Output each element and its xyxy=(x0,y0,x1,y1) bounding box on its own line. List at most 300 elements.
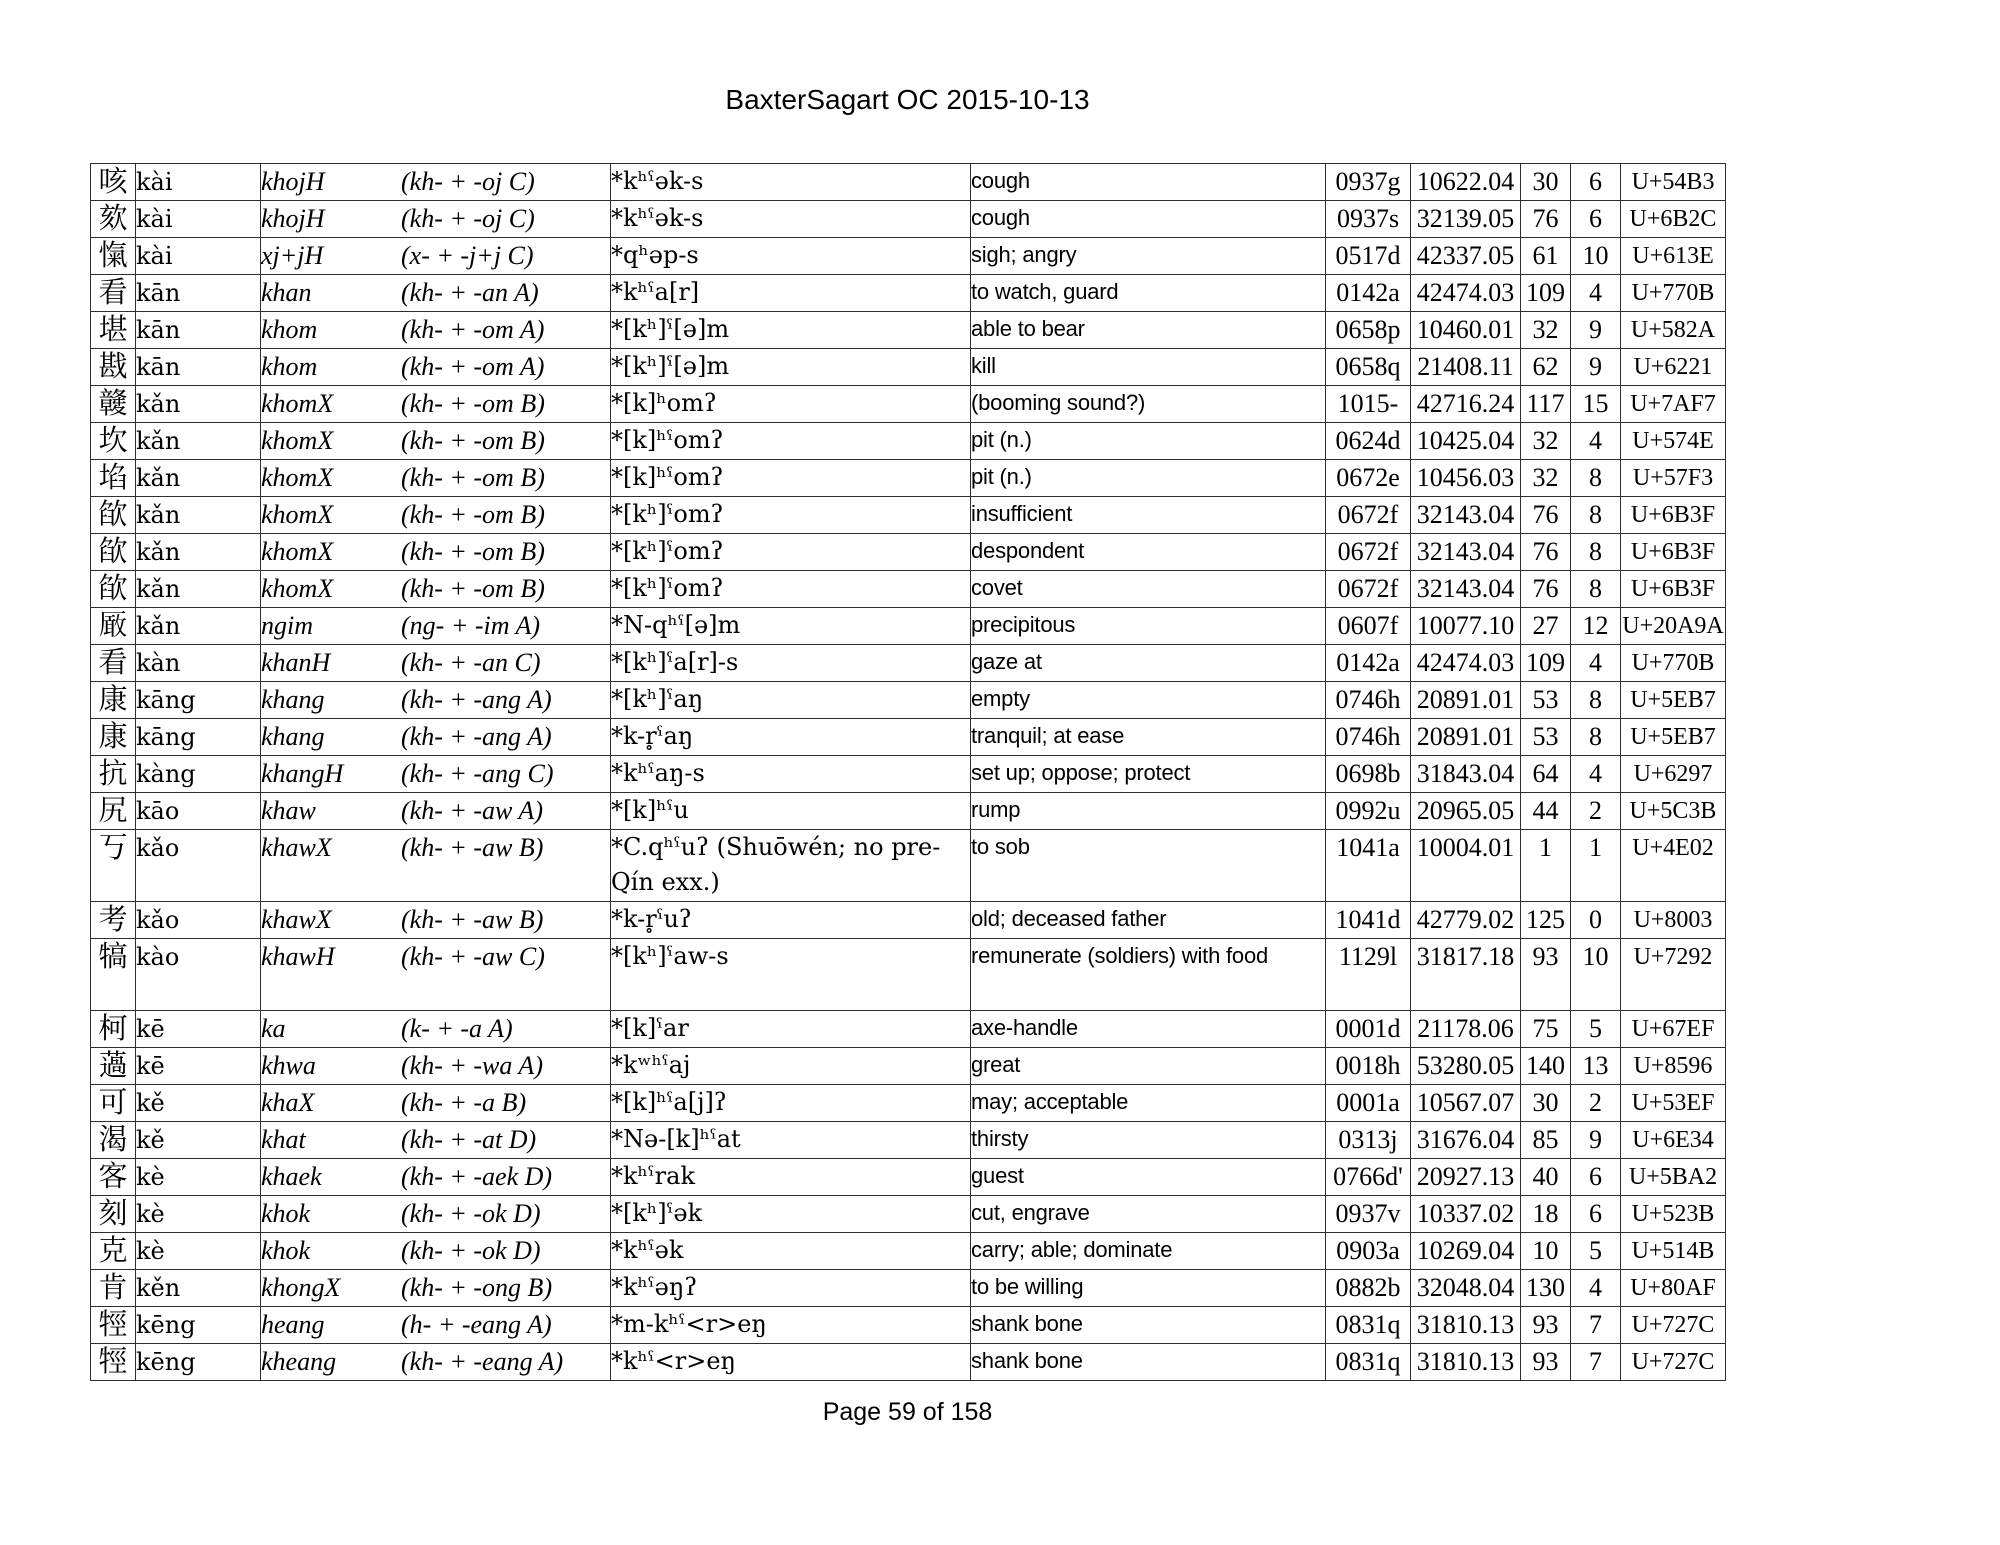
table-row xyxy=(91,497,1726,534)
reference-cell: 42474.03 xyxy=(1411,275,1521,312)
table-body xyxy=(91,164,1726,1381)
gsr-code-cell: 1015- xyxy=(1326,386,1411,423)
gloss-cell: great xyxy=(971,1048,1326,1085)
old-chinese-cell: *kʰˤək xyxy=(611,1233,971,1270)
middle-chinese-cell xyxy=(261,164,611,201)
mc-analysis: (kh- + -an C) xyxy=(401,648,541,677)
reference-cell: 10337.02 xyxy=(1411,1196,1521,1233)
mc-reading: khawX xyxy=(261,833,332,862)
old-chinese-cell: *[k]ʰˤomʔ xyxy=(611,460,971,497)
mc-analysis: (kh- + -wa A) xyxy=(401,1051,543,1080)
table-row xyxy=(91,1344,1726,1381)
reference-cell: 31817.18 xyxy=(1411,939,1521,1011)
middle-chinese-cell xyxy=(261,1307,611,1344)
gsr-code-cell: 0001a xyxy=(1326,1085,1411,1122)
character-cell: 埳 xyxy=(91,460,136,497)
gloss-cell: shank bone xyxy=(971,1344,1326,1381)
pinyin-cell: kǎn xyxy=(136,608,261,645)
mc-analysis: (k- + -a A) xyxy=(401,1014,513,1043)
mc-analysis: (kh- + -ang A) xyxy=(401,722,552,751)
strokes-cell: 5 xyxy=(1571,1233,1621,1270)
radical-cell: 64 xyxy=(1521,756,1571,793)
gloss-cell: gaze at xyxy=(971,645,1326,682)
radical-cell: 10 xyxy=(1521,1233,1571,1270)
mc-analysis: (kh- + -oj C) xyxy=(401,204,535,233)
gsr-code-cell: 0142a xyxy=(1326,645,1411,682)
strokes-cell: 7 xyxy=(1571,1307,1621,1344)
table-row xyxy=(91,164,1726,201)
gsr-code-cell: 0937v xyxy=(1326,1196,1411,1233)
character-cell: 牼 xyxy=(91,1307,136,1344)
gloss-cell: remunerate (soldiers) with food xyxy=(971,939,1326,1011)
mc-reading: ngim xyxy=(261,611,313,640)
mc-reading: xj+jH xyxy=(261,241,324,270)
strokes-cell: 9 xyxy=(1571,1122,1621,1159)
mc-reading: khan xyxy=(261,278,312,307)
character-cell: 戡 xyxy=(91,349,136,386)
strokes-cell: 4 xyxy=(1571,756,1621,793)
mc-reading: khom xyxy=(261,352,318,381)
character-cell: 客 xyxy=(91,1159,136,1196)
old-chinese-cell: *[k]ʰˤomʔ xyxy=(611,423,971,460)
middle-chinese-cell xyxy=(261,682,611,719)
unicode-cell: U+6221 xyxy=(1621,349,1726,386)
strokes-cell: 6 xyxy=(1571,1196,1621,1233)
middle-chinese-cell xyxy=(261,275,611,312)
middle-chinese-cell xyxy=(261,939,611,1011)
mc-analysis: (kh- + -at D) xyxy=(401,1125,537,1154)
reference-cell: 42337.05 xyxy=(1411,238,1521,275)
radical-cell: 32 xyxy=(1521,460,1571,497)
gloss-cell: cut, engrave xyxy=(971,1196,1326,1233)
character-cell: 渴 xyxy=(91,1122,136,1159)
character-cell: 抗 xyxy=(91,756,136,793)
gsr-code-cell: 0018h xyxy=(1326,1048,1411,1085)
character-cell: 薖 xyxy=(91,1048,136,1085)
gsr-code-cell: 0992u xyxy=(1326,793,1411,830)
gsr-code-cell: 0937s xyxy=(1326,201,1411,238)
pinyin-cell: kài xyxy=(136,238,261,275)
character-cell: 看 xyxy=(91,275,136,312)
pinyin-cell: kǎo xyxy=(136,902,261,939)
mc-analysis: (kh- + -oj C) xyxy=(401,167,535,196)
mc-analysis: (kh- + -om A) xyxy=(401,315,545,344)
reference-cell: 32139.05 xyxy=(1411,201,1521,238)
old-chinese-cell: *[kʰ]ˤomʔ xyxy=(611,497,971,534)
middle-chinese-cell xyxy=(261,534,611,571)
mc-reading: khawH xyxy=(261,942,335,971)
pinyin-cell: kài xyxy=(136,164,261,201)
unicode-cell: U+8003 xyxy=(1621,902,1726,939)
middle-chinese-cell xyxy=(261,349,611,386)
old-chinese-cell: *kʰˤəŋʔ xyxy=(611,1270,971,1307)
strokes-cell: 4 xyxy=(1571,645,1621,682)
reference-cell: 21178.06 xyxy=(1411,1011,1521,1048)
reference-cell: 10269.04 xyxy=(1411,1233,1521,1270)
pinyin-cell: kān xyxy=(136,275,261,312)
strokes-cell: 7 xyxy=(1571,1344,1621,1381)
radical-cell: 75 xyxy=(1521,1011,1571,1048)
pinyin-cell: kǎn xyxy=(136,386,261,423)
pinyin-cell: kēng xyxy=(136,1344,261,1381)
reference-cell: 10004.01 xyxy=(1411,830,1521,902)
middle-chinese-cell xyxy=(261,1011,611,1048)
character-cell: 欿 xyxy=(91,534,136,571)
radical-cell: 76 xyxy=(1521,534,1571,571)
gsr-code-cell: 1041d xyxy=(1326,902,1411,939)
radical-cell: 18 xyxy=(1521,1196,1571,1233)
character-cell: 柯 xyxy=(91,1011,136,1048)
unicode-cell: U+53EF xyxy=(1621,1085,1726,1122)
gloss-cell: empty xyxy=(971,682,1326,719)
gloss-cell: covet xyxy=(971,571,1326,608)
unicode-cell: U+67EF xyxy=(1621,1011,1726,1048)
old-chinese-cell: *k-r̥ˤuʔ xyxy=(611,902,971,939)
gloss-cell: kill xyxy=(971,349,1326,386)
gloss-cell: pit (n.) xyxy=(971,423,1326,460)
middle-chinese-cell xyxy=(261,460,611,497)
unicode-cell: U+6B3F xyxy=(1621,534,1726,571)
mc-reading: khom xyxy=(261,315,318,344)
gsr-code-cell: 0882b xyxy=(1326,1270,1411,1307)
mc-analysis: (kh- + -om B) xyxy=(401,537,545,566)
character-cell: 咳 xyxy=(91,164,136,201)
gloss-cell: able to bear xyxy=(971,312,1326,349)
table-row xyxy=(91,1122,1726,1159)
gloss-cell: axe-handle xyxy=(971,1011,1326,1048)
table-row xyxy=(91,1011,1726,1048)
unicode-cell: U+5EB7 xyxy=(1621,682,1726,719)
old-chinese-cell: *[kʰ]ˤaŋ xyxy=(611,682,971,719)
table-row xyxy=(91,939,1726,1011)
reference-cell: 31810.13 xyxy=(1411,1307,1521,1344)
old-chinese-cell: *Nə-[k]ʰˤat xyxy=(611,1122,971,1159)
unicode-cell: U+4E02 xyxy=(1621,830,1726,902)
pinyin-cell: kài xyxy=(136,201,261,238)
reference-cell: 10460.01 xyxy=(1411,312,1521,349)
unicode-cell: U+574E xyxy=(1621,423,1726,460)
pinyin-cell: kàn xyxy=(136,645,261,682)
reference-cell: 10456.03 xyxy=(1411,460,1521,497)
mc-reading: khang xyxy=(261,722,325,751)
unicode-cell: U+582A xyxy=(1621,312,1726,349)
strokes-cell: 1 xyxy=(1571,830,1621,902)
old-chinese-cell: *[kʰ]ˤ[ə]m xyxy=(611,349,971,386)
gloss-cell: may; acceptable xyxy=(971,1085,1326,1122)
gsr-code-cell: 1041a xyxy=(1326,830,1411,902)
radical-cell: 53 xyxy=(1521,682,1571,719)
gsr-code-cell: 0672f xyxy=(1326,571,1411,608)
pinyin-cell: kào xyxy=(136,939,261,1011)
gsr-code-cell: 0142a xyxy=(1326,275,1411,312)
strokes-cell: 9 xyxy=(1571,312,1621,349)
radical-cell: 61 xyxy=(1521,238,1571,275)
strokes-cell: 4 xyxy=(1571,275,1621,312)
middle-chinese-cell xyxy=(261,312,611,349)
table-row xyxy=(91,1159,1726,1196)
unicode-cell: U+6B3F xyxy=(1621,571,1726,608)
pinyin-cell: kě xyxy=(136,1122,261,1159)
mc-analysis: (kh- + -om B) xyxy=(401,389,545,418)
strokes-cell: 0 xyxy=(1571,902,1621,939)
mc-analysis: (kh- + -om B) xyxy=(401,426,545,455)
gloss-cell: carry; able; dominate xyxy=(971,1233,1326,1270)
old-chinese-cell: *C.qʰˤuʔ (Shuōwén; no pre-Qín exx.) xyxy=(611,830,971,902)
pinyin-cell: kǎn xyxy=(136,534,261,571)
strokes-cell: 12 xyxy=(1571,608,1621,645)
mc-analysis: (kh- + -ok D) xyxy=(401,1236,541,1265)
radical-cell: 140 xyxy=(1521,1048,1571,1085)
unicode-cell: U+613E xyxy=(1621,238,1726,275)
table-row xyxy=(91,902,1726,939)
strokes-cell: 8 xyxy=(1571,571,1621,608)
table-row xyxy=(91,201,1726,238)
reference-cell: 32143.04 xyxy=(1411,497,1521,534)
table-row xyxy=(91,1048,1726,1085)
radical-cell: 93 xyxy=(1521,1344,1571,1381)
middle-chinese-cell xyxy=(261,571,611,608)
middle-chinese-cell xyxy=(261,386,611,423)
radical-cell: 109 xyxy=(1521,645,1571,682)
gsr-code-cell: 0746h xyxy=(1326,682,1411,719)
radical-cell: 30 xyxy=(1521,164,1571,201)
gsr-code-cell: 0903a xyxy=(1326,1233,1411,1270)
pinyin-cell: kēng xyxy=(136,1307,261,1344)
mc-analysis: (kh- + -aw C) xyxy=(401,942,545,971)
gloss-cell: insufficient xyxy=(971,497,1326,534)
unicode-cell: U+5C3B xyxy=(1621,793,1726,830)
mc-reading: khomX xyxy=(261,574,334,603)
gsr-code-cell: 0937g xyxy=(1326,164,1411,201)
pinyin-cell: kàng xyxy=(136,756,261,793)
strokes-cell: 9 xyxy=(1571,349,1621,386)
gsr-code-cell: 0607f xyxy=(1326,608,1411,645)
gloss-cell: (booming sound?) xyxy=(971,386,1326,423)
gloss-cell: cough xyxy=(971,201,1326,238)
character-cell: 牼 xyxy=(91,1344,136,1381)
character-cell: 堪 xyxy=(91,312,136,349)
reference-cell: 31676.04 xyxy=(1411,1122,1521,1159)
middle-chinese-cell xyxy=(261,608,611,645)
strokes-cell: 5 xyxy=(1571,1011,1621,1048)
gsr-code-cell: 0831q xyxy=(1326,1344,1411,1381)
table-row xyxy=(91,312,1726,349)
mc-reading: khomX xyxy=(261,537,334,566)
character-cell: 犒 xyxy=(91,939,136,1011)
radical-cell: 85 xyxy=(1521,1122,1571,1159)
mc-reading: khojH xyxy=(261,167,325,196)
pinyin-cell: kē xyxy=(136,1048,261,1085)
old-chinese-cell: *[k]ʰˤu xyxy=(611,793,971,830)
page-title: BaxterSagart OC 2015-10-13 xyxy=(725,84,1090,115)
table-row xyxy=(91,386,1726,423)
mc-reading: khomX xyxy=(261,500,334,529)
radical-cell: 117 xyxy=(1521,386,1571,423)
unicode-cell: U+6E34 xyxy=(1621,1122,1726,1159)
reference-cell: 21408.11 xyxy=(1411,349,1521,386)
old-chinese-cell: *[kʰ]ˤək xyxy=(611,1196,971,1233)
mc-reading: khaX xyxy=(261,1088,315,1117)
mc-reading: khok xyxy=(261,1199,311,1228)
old-chinese-cell: *kʰˤ<r>eŋ xyxy=(611,1344,971,1381)
gsr-code-cell: 0831q xyxy=(1326,1307,1411,1344)
strokes-cell: 8 xyxy=(1571,534,1621,571)
table-row xyxy=(91,756,1726,793)
radical-cell: 130 xyxy=(1521,1270,1571,1307)
strokes-cell: 6 xyxy=(1571,1159,1621,1196)
old-chinese-cell: *[k]ʰˤa[j]ʔ xyxy=(611,1085,971,1122)
radical-cell: 30 xyxy=(1521,1085,1571,1122)
mc-reading: khomX xyxy=(261,463,334,492)
old-chinese-cell: *kʰˤək-s xyxy=(611,201,971,238)
strokes-cell: 13 xyxy=(1571,1048,1621,1085)
table-row xyxy=(91,793,1726,830)
strokes-cell: 15 xyxy=(1571,386,1621,423)
reference-cell: 53280.05 xyxy=(1411,1048,1521,1085)
strokes-cell: 2 xyxy=(1571,793,1621,830)
reference-cell: 42716.24 xyxy=(1411,386,1521,423)
reference-cell: 42474.03 xyxy=(1411,645,1521,682)
pinyin-cell: kěn xyxy=(136,1270,261,1307)
gloss-cell: precipitous xyxy=(971,608,1326,645)
middle-chinese-cell xyxy=(261,1233,611,1270)
pinyin-cell: kǎn xyxy=(136,423,261,460)
character-cell: 丂 xyxy=(91,830,136,902)
middle-chinese-cell xyxy=(261,902,611,939)
mc-analysis: (kh- + -ang C) xyxy=(401,759,554,788)
table-row xyxy=(91,1307,1726,1344)
mc-reading: khongX xyxy=(261,1273,341,1302)
radical-cell: 109 xyxy=(1521,275,1571,312)
middle-chinese-cell xyxy=(261,793,611,830)
gloss-cell: tranquil; at ease xyxy=(971,719,1326,756)
page-number: Page 59 of 158 xyxy=(822,1398,993,1426)
strokes-cell: 4 xyxy=(1571,1270,1621,1307)
mc-reading: heang xyxy=(261,1310,325,1339)
gloss-cell: shank bone xyxy=(971,1307,1326,1344)
unicode-cell: U+54B3 xyxy=(1621,164,1726,201)
pinyin-cell: kǎo xyxy=(136,830,261,902)
gloss-cell: set up; oppose; protect xyxy=(971,756,1326,793)
gsr-code-cell: 0672f xyxy=(1326,497,1411,534)
old-chinese-cell: *N-qʰˤ[ə]m xyxy=(611,608,971,645)
gloss-cell: pit (n.) xyxy=(971,460,1326,497)
character-cell: 康 xyxy=(91,682,136,719)
character-cell: 考 xyxy=(91,902,136,939)
mc-reading: khok xyxy=(261,1236,311,1265)
table-row xyxy=(91,719,1726,756)
gsr-code-cell: 1129l xyxy=(1326,939,1411,1011)
unicode-cell: U+523B xyxy=(1621,1196,1726,1233)
middle-chinese-cell xyxy=(261,719,611,756)
middle-chinese-cell xyxy=(261,423,611,460)
strokes-cell: 10 xyxy=(1571,238,1621,275)
middle-chinese-cell xyxy=(261,1270,611,1307)
unicode-cell: U+514B xyxy=(1621,1233,1726,1270)
character-cell: 𠪚 xyxy=(91,608,136,645)
character-cell: 肯 xyxy=(91,1270,136,1307)
gloss-cell: old; deceased father xyxy=(971,902,1326,939)
mc-analysis: (kh- + -eang A) xyxy=(401,1347,564,1376)
reference-cell: 32143.04 xyxy=(1411,534,1521,571)
radical-cell: 53 xyxy=(1521,719,1571,756)
mc-reading: khawX xyxy=(261,905,332,934)
character-cell: 可 xyxy=(91,1085,136,1122)
strokes-cell: 4 xyxy=(1571,423,1621,460)
mc-reading: khaw xyxy=(261,796,316,825)
reference-cell: 10622.04 xyxy=(1411,164,1521,201)
gsr-code-cell: 0517d xyxy=(1326,238,1411,275)
oc-dictionary-table xyxy=(90,163,1726,1381)
mc-analysis: (kh- + -ok D) xyxy=(401,1199,541,1228)
strokes-cell: 8 xyxy=(1571,460,1621,497)
character-cell: 尻 xyxy=(91,793,136,830)
mc-analysis: (kh- + -ong B) xyxy=(401,1273,553,1302)
gloss-cell: sigh; angry xyxy=(971,238,1326,275)
gloss-cell: thirsty xyxy=(971,1122,1326,1159)
gloss-cell: cough xyxy=(971,164,1326,201)
unicode-cell: U+770B xyxy=(1621,275,1726,312)
middle-chinese-cell xyxy=(261,830,611,902)
reference-cell: 10077.10 xyxy=(1411,608,1521,645)
reference-cell: 32143.04 xyxy=(1411,571,1521,608)
old-chinese-cell: *kʰˤrak xyxy=(611,1159,971,1196)
table-row xyxy=(91,1270,1726,1307)
mc-analysis: (kh- + -aw B) xyxy=(401,833,544,862)
mc-reading: khwa xyxy=(261,1051,316,1080)
mc-reading: kheang xyxy=(261,1347,337,1376)
mc-reading: khaek xyxy=(261,1162,322,1191)
middle-chinese-cell xyxy=(261,645,611,682)
pinyin-cell: kǎn xyxy=(136,460,261,497)
mc-analysis: (kh- + -om B) xyxy=(401,500,545,529)
old-chinese-cell: *kʷʰˤaj xyxy=(611,1048,971,1085)
reference-cell: 10567.07 xyxy=(1411,1085,1521,1122)
reference-cell: 20927.13 xyxy=(1411,1159,1521,1196)
pinyin-cell: kě xyxy=(136,1085,261,1122)
reference-cell: 31843.04 xyxy=(1411,756,1521,793)
middle-chinese-cell xyxy=(261,756,611,793)
table-row xyxy=(91,534,1726,571)
mc-reading: khanH xyxy=(261,648,331,677)
unicode-cell: U+8596 xyxy=(1621,1048,1726,1085)
radical-cell: 76 xyxy=(1521,571,1571,608)
pinyin-cell: kān xyxy=(136,349,261,386)
mc-analysis: (kh- + -om B) xyxy=(401,463,545,492)
radical-cell: 27 xyxy=(1521,608,1571,645)
old-chinese-cell: *kʰˤək-s xyxy=(611,164,971,201)
mc-reading: khomX xyxy=(261,389,334,418)
character-cell: 看 xyxy=(91,645,136,682)
gsr-code-cell: 0001d xyxy=(1326,1011,1411,1048)
strokes-cell: 10 xyxy=(1571,939,1621,1011)
radical-cell: 32 xyxy=(1521,312,1571,349)
unicode-cell: U+727C xyxy=(1621,1307,1726,1344)
old-chinese-cell: *[kʰ]ˤomʔ xyxy=(611,534,971,571)
character-cell: 竷 xyxy=(91,386,136,423)
gsr-code-cell: 0766d' xyxy=(1326,1159,1411,1196)
radical-cell: 76 xyxy=(1521,201,1571,238)
table-row xyxy=(91,460,1726,497)
table-row xyxy=(91,571,1726,608)
radical-cell: 125 xyxy=(1521,902,1571,939)
unicode-cell: U+770B xyxy=(1621,645,1726,682)
middle-chinese-cell xyxy=(261,238,611,275)
middle-chinese-cell xyxy=(261,1048,611,1085)
unicode-cell: U+5BA2 xyxy=(1621,1159,1726,1196)
mc-analysis: (kh- + -aw B) xyxy=(401,905,544,934)
mc-reading: khang xyxy=(261,685,325,714)
